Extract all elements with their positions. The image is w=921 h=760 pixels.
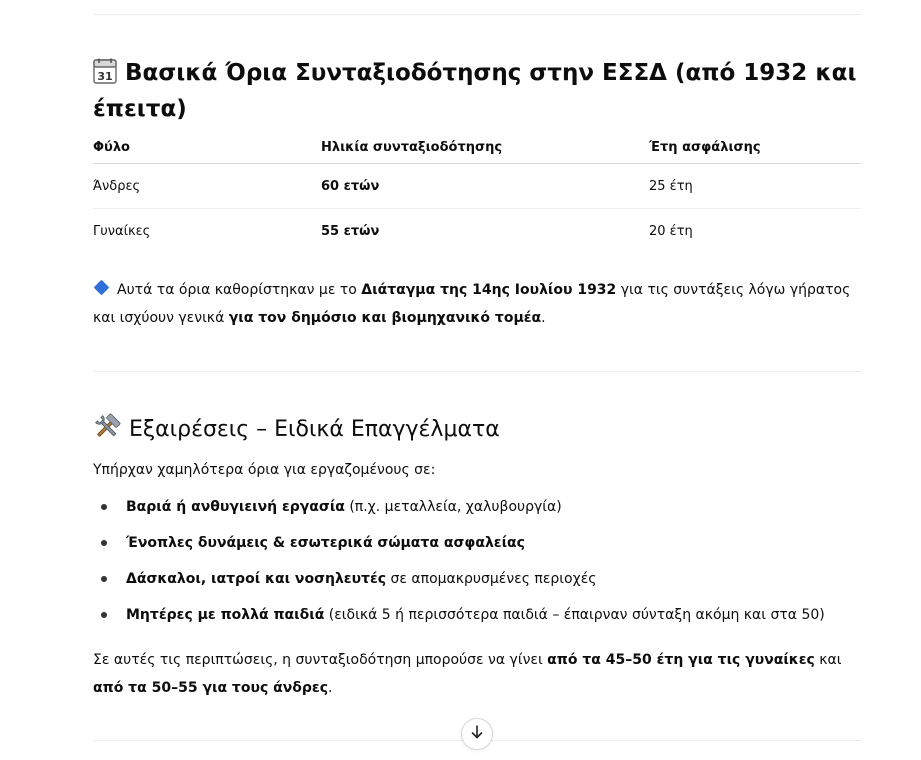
cell-age: 55 ετών xyxy=(321,223,380,239)
hammer-and-wrench-icon xyxy=(93,413,121,451)
exceptions-summary: Σε αυτές τις περιπτώσεις, η συνταξιοδότηση μπορούσε να γίνει από τα 45–50 έτη για τις γυναίκες και από τα 50–55 για τους άνδρες. xyxy=(93,652,842,696)
scroll-to-bottom-button[interactable] xyxy=(461,718,493,750)
section-title: Βασικά Όρια Συνταξιοδότησης στην ΕΣΣΔ (από 1932 και έπειτα) xyxy=(93,60,857,122)
cell-gender: Άνδρες xyxy=(93,164,321,209)
header-insurance-years: Έτη ασφάλισης xyxy=(649,132,861,164)
decree-note: Αυτά τα όρια καθορίστηκαν με το Διάταγμα της 14ης Ιουλίου 1932 για τις συντάξεις λόγω γήρατος και ισχύουν γενικά για τον δημόσιο και βιομηχανικό τομέα. xyxy=(93,276,861,332)
list-item: Ένοπλες δυνάμεις & εσωτερικά σώματα ασφαλείας xyxy=(93,526,861,562)
cell-years: 25 έτη xyxy=(649,164,861,209)
svg-text:31: 31 xyxy=(97,70,113,83)
list-item: Βαριά ή ανθυγιεινή εργασία (π.χ. μεταλλεία, χαλυβουργία) xyxy=(93,490,861,526)
table-row xyxy=(93,209,861,254)
section-heading-exceptions xyxy=(93,413,500,451)
blue-diamond-icon xyxy=(94,280,110,296)
exceptions-intro: Υπήρχαν χαμηλότερα όρια για εργαζομένους σε: xyxy=(93,462,436,478)
cell-gender: Γυναίκες xyxy=(93,223,151,239)
list-item: Μητέρες με πολλά παιδιά (ειδικά 5 ή περισσότερα παιδιά – έπαιρναν σύνταξη ακόμη και στα 50) xyxy=(93,598,861,634)
section-heading-retirement-limits xyxy=(93,57,861,125)
table-row xyxy=(93,164,861,209)
list-item: Δάσκαλοι, ιατροί και νοσηλευτές σε απομακρυσμένες περιοχές xyxy=(93,562,861,598)
arrow-down-icon xyxy=(469,724,485,744)
header-retirement-age: Ηλικία συνταξιοδότησης xyxy=(321,132,649,164)
table-header-row xyxy=(93,132,861,164)
cell-years: 20 έτη xyxy=(649,223,693,239)
retirement-table xyxy=(93,132,861,253)
cell-age: 60 ετών xyxy=(321,164,649,209)
header-gender: Φύλο xyxy=(93,132,321,164)
exceptions-title: Εξαιρέσεις – Ειδικά Επαγγέλματα xyxy=(129,417,500,442)
calendar-icon xyxy=(93,58,117,93)
top-divider xyxy=(93,14,861,15)
section-divider xyxy=(93,371,861,372)
exceptions-list xyxy=(93,490,861,634)
